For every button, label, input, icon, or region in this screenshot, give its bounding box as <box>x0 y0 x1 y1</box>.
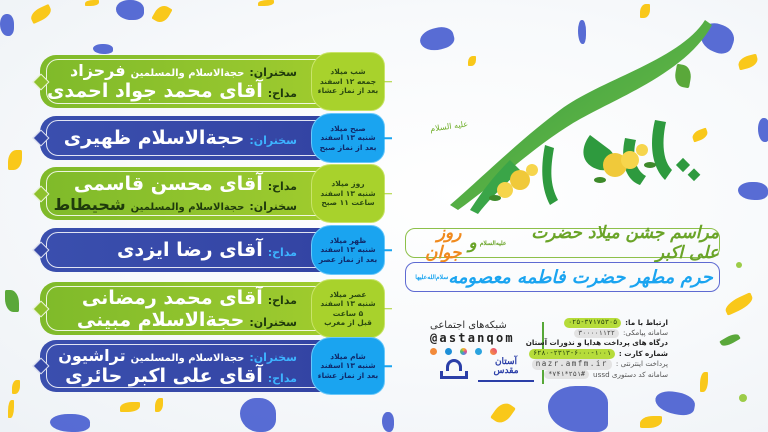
person-name: حجة‌الاسلام ظهیری <box>63 127 245 149</box>
badge-line: عصر میلاد <box>329 289 367 299</box>
badge-line: قبل از مغرب <box>324 317 372 327</box>
role-label: مداح: <box>267 293 297 307</box>
program-card-4 <box>40 228 377 272</box>
badge-line: شنبه ۱۳ اسفند <box>320 361 376 371</box>
blue-flower-decoration <box>0 14 14 36</box>
person-name: آقای محسن قاسمی <box>73 173 263 195</box>
blue-flower-decoration <box>50 414 90 432</box>
connector: و <box>468 233 477 253</box>
yellow-petal-decoration <box>737 54 759 71</box>
blue-flower-decoration <box>116 0 144 20</box>
yellow-petal-decoration <box>640 416 662 428</box>
mosque-logo-icon <box>440 359 468 381</box>
program-card-content <box>54 167 303 220</box>
time-badge <box>311 164 385 223</box>
role-label: سخنران: <box>249 66 297 79</box>
online-row <box>532 359 668 370</box>
card-row <box>529 349 668 359</box>
person-name: آقای رضا ایزدی <box>116 239 263 261</box>
sms-row <box>574 328 668 338</box>
time-badge <box>311 113 385 163</box>
person-name: تراشیون <box>58 345 126 365</box>
blue-flower-decoration <box>382 412 394 432</box>
yellow-petal-decoration <box>85 0 99 6</box>
rubika-icon[interactable] <box>460 348 467 355</box>
program-card-3 <box>40 167 377 220</box>
program-line <box>47 80 297 102</box>
sms-label: سامانه پیامکی: <box>623 328 668 338</box>
yellow-petal-decoration <box>8 400 14 418</box>
yellow-petal-decoration <box>28 4 53 24</box>
green-bud-decoration <box>739 394 747 402</box>
program-card-content <box>54 282 303 335</box>
badge-line: شنبه ۱۳ اسفند <box>320 188 376 198</box>
badge-line: ظهر میلاد <box>329 235 367 245</box>
cleric-title: حجة‌الاسلام والمسلمین <box>130 352 245 364</box>
program-line <box>54 127 297 149</box>
honorific-small: علیه‌السلام <box>479 239 507 247</box>
role-label: مداح: <box>267 246 297 259</box>
honorific-text: علیه السلام <box>429 119 469 134</box>
yellow-petal-decoration <box>12 380 20 394</box>
person-name: آقای محمد جواد احمدی <box>47 80 263 102</box>
green-leaf-decoration <box>5 290 19 312</box>
program-card-1 <box>40 55 377 108</box>
cleric-title: حجة‌الاسلام والمسلمین <box>130 68 245 79</box>
role-label: مداح: <box>267 180 297 193</box>
venue-title: حرم مطهر حضرت فاطمه معصومه <box>448 266 713 288</box>
program-card-2 <box>40 116 377 160</box>
event-title-frame <box>405 223 720 263</box>
blue-flower-decoration <box>758 118 768 142</box>
badge-line: بعد از نماز عصر <box>318 254 378 264</box>
card-number[interactable]: ۶۲۸۰-۲۳۱۳-۶۰۰۰-۱۰۰۱ <box>529 349 615 359</box>
program-card-content <box>54 116 303 160</box>
badge-line: بعد از نماز عشاء <box>317 86 379 96</box>
card-label: شماره کارت : <box>618 348 668 358</box>
ussd-row <box>544 370 668 380</box>
role-label: مداح: <box>267 371 297 385</box>
program-card-content <box>54 340 303 392</box>
online-label: پرداخت اینترنتی : <box>615 359 668 369</box>
program-line <box>54 195 297 214</box>
program-card-6 <box>40 340 377 392</box>
ussd-code[interactable]: *۷۴۱*۲۵۱# <box>544 370 589 380</box>
yellow-petal-decoration <box>723 292 755 316</box>
program-line <box>54 61 297 80</box>
program-line <box>54 287 297 309</box>
program-card-content <box>54 228 303 272</box>
social-label: شبکه‌های اجتماعی <box>430 320 507 331</box>
social-icons <box>430 348 497 355</box>
cleric-title: حجة‌الاسلام والمسلمین <box>130 202 245 213</box>
ornament <box>33 185 50 202</box>
bale-icon[interactable] <box>445 348 452 355</box>
contact-phone[interactable]: ۰۲۵-۳۷۱۷۵۳۰۵ <box>564 318 621 328</box>
instagram-icon[interactable] <box>490 348 497 355</box>
gateway-row <box>526 338 668 348</box>
telegram-icon[interactable] <box>475 348 482 355</box>
blue-flower-decoration <box>653 389 696 418</box>
event-title: مراسم جشن میلاد حضرت علی اکبر <box>531 223 719 263</box>
ornament <box>33 242 50 259</box>
green-leaf-decoration <box>719 332 740 349</box>
yellow-petal-decoration <box>490 399 516 426</box>
person-name: آقای محمد رمضانی <box>81 286 263 309</box>
time-badge <box>311 52 385 111</box>
social-handle[interactable]: @astanqom <box>430 331 515 345</box>
role-label: مداح: <box>267 87 297 100</box>
contact-row <box>564 318 668 328</box>
role-label: سخنران: <box>249 315 297 329</box>
blue-flower-decoration <box>548 386 608 432</box>
person-name: فرحزاد <box>70 61 126 80</box>
ussd-label: سامانه کد دستوری ussd <box>593 369 668 379</box>
online-site-link[interactable]: nazr.amfm.ir <box>532 359 612 370</box>
time-badge <box>311 337 385 395</box>
program-line <box>54 239 297 261</box>
yellow-petal-decoration <box>258 0 274 6</box>
blue-flower-decoration <box>240 398 276 432</box>
time-badge <box>311 279 385 338</box>
yellow-petal-decoration <box>640 4 650 18</box>
ornament <box>33 300 50 317</box>
green-bud-decoration <box>736 262 742 268</box>
contact-label: ارتباط با ما: <box>625 318 668 327</box>
yellow-petal-decoration <box>155 398 163 412</box>
time-badge <box>311 225 385 275</box>
program-card-5 <box>40 282 377 335</box>
badge-line: ساعت ۱۱ صبح <box>321 198 375 208</box>
badge-line: شب میلاد <box>330 67 366 77</box>
contact-block <box>525 318 668 380</box>
venue-title-frame <box>405 262 720 292</box>
badge-line: روز میلاد <box>331 179 365 189</box>
ya-ali-akbar-calligraphy <box>450 20 720 220</box>
program-line <box>54 173 297 195</box>
badge-line: شنبه ۱۳ اسفند <box>320 133 376 143</box>
yellow-petal-decoration <box>151 3 172 26</box>
badge-line: شنبه ۱۳ اسفند <box>320 299 376 309</box>
ornament <box>33 358 50 375</box>
ornament <box>33 130 50 147</box>
role-label: سخنران: <box>249 200 297 213</box>
sms-number[interactable]: ۳۰۰۰۰۱۱۲۲ <box>574 329 619 339</box>
logos <box>440 358 534 382</box>
eitaa-icon[interactable] <box>430 348 437 355</box>
badge-line: ۵ ساعت <box>332 308 364 318</box>
program-line <box>54 309 297 331</box>
honorific-small: سلام‌الله‌علیها <box>415 273 449 281</box>
yellow-petal-decoration <box>8 150 22 170</box>
gateway-label: درگاه های پرداخت هدایا و نذورات آستان <box>525 338 668 348</box>
astan-logo-icon: آستان مقدس <box>478 358 534 382</box>
program-line <box>54 346 297 365</box>
badge-line: شام میلاد <box>330 351 366 361</box>
role-label: سخنران: <box>249 134 297 147</box>
badge-line: صبح میلاد <box>330 123 366 133</box>
badge-line: شنبه ۱۳ اسفند <box>320 245 376 255</box>
blue-flower-decoration <box>738 182 768 200</box>
badge-line: بعد از نماز صبح <box>319 142 377 152</box>
person-name: آقای علی اکبر حائری <box>65 364 263 387</box>
yellow-petal-decoration <box>120 402 140 412</box>
role-label: سخنران: <box>249 350 297 364</box>
program-line <box>54 365 297 387</box>
blue-flower-decoration <box>93 44 113 54</box>
youth-day-title: روز جوان <box>424 223 462 263</box>
person-name: شحیطاط <box>53 195 126 214</box>
badge-line: بعد از نماز عشاء <box>317 370 379 380</box>
program-card-content <box>47 55 303 108</box>
yellow-petal-decoration <box>700 372 708 392</box>
badge-line: جمعه ۱۲ اسفند <box>319 76 377 86</box>
person-name: حجة‌الاسلام مبینی <box>76 308 245 331</box>
